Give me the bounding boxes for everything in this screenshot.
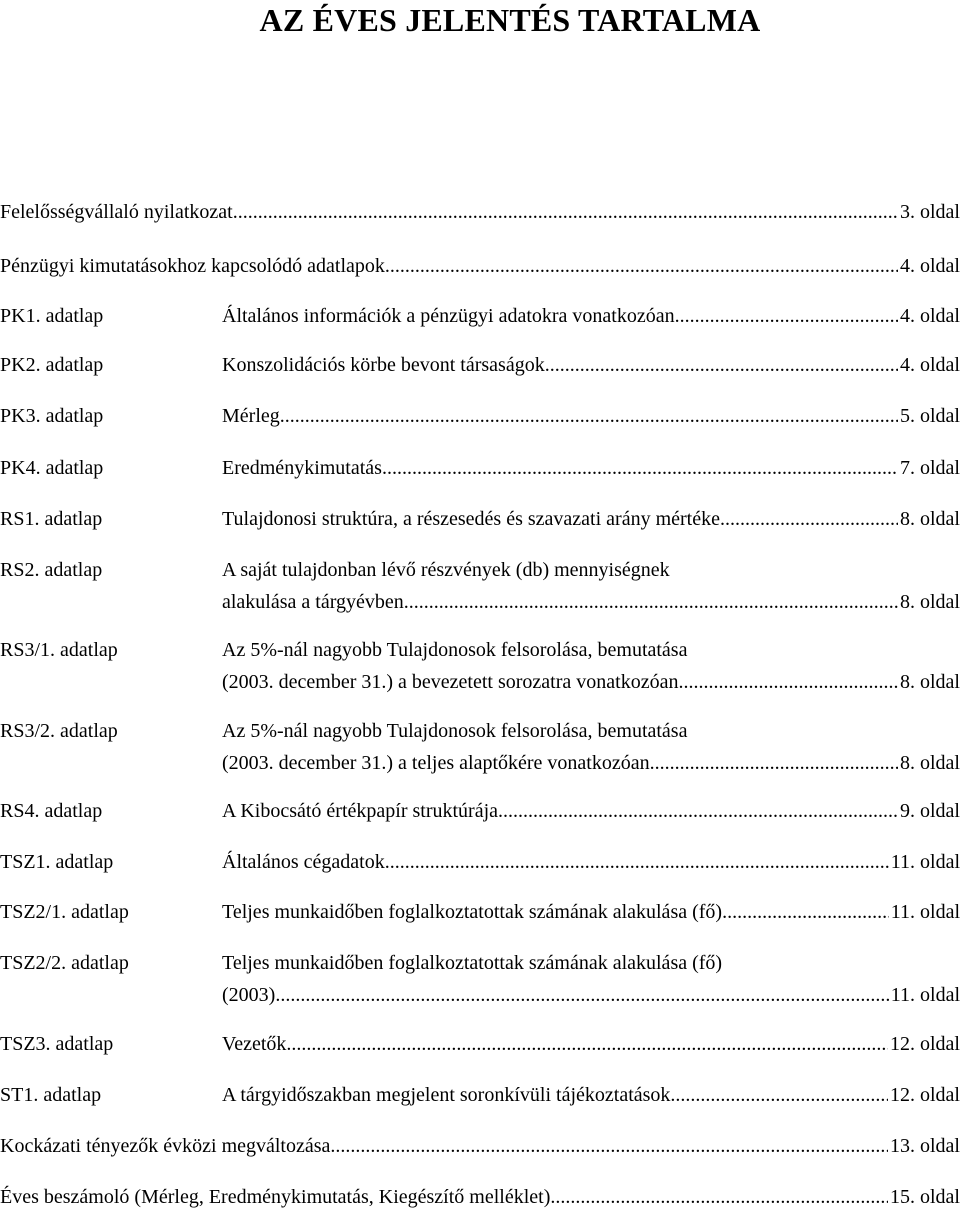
toc-entry-text bbox=[222, 1083, 960, 1115]
toc-entry-text bbox=[222, 353, 960, 385]
toc-entry-label: Az 5%-nál nagyobb Tulajdonosok felsorolása, bemutatása bbox=[222, 720, 688, 742]
page-number: 15. oldal bbox=[890, 1186, 960, 1208]
dot-leader bbox=[275, 983, 888, 1007]
toc-entry-label: A tárgyidőszakban megjelent soronkívüli tájékoztatások bbox=[222, 1084, 671, 1106]
page-number: 13. oldal bbox=[890, 1135, 960, 1157]
dot-leader bbox=[382, 456, 898, 480]
toc-entry-line bbox=[222, 507, 960, 539]
toc-entry-line bbox=[222, 850, 960, 882]
toc-entry-label: Teljes munkaidőben foglalkoztatottak számának alakulása (fő) bbox=[222, 952, 723, 974]
dot-leader bbox=[675, 304, 898, 328]
toc-entry-line bbox=[222, 670, 960, 702]
toc-entry-label: (2003. december 31.) a teljes alaptőkére vonatkozóan bbox=[222, 752, 650, 774]
toc-entry-text bbox=[222, 850, 960, 882]
toc-entry-line bbox=[222, 900, 960, 932]
toc-entry-code: RS3/1. adatlap bbox=[0, 639, 118, 661]
page-number: 4. oldal bbox=[900, 255, 960, 277]
page-number: 12. oldal bbox=[890, 1084, 960, 1106]
toc-entry-line bbox=[222, 304, 960, 336]
toc-entry-text bbox=[222, 404, 960, 436]
page-number: 9. oldal bbox=[900, 800, 960, 822]
toc-entry-code: RS3/2. adatlap bbox=[0, 720, 118, 742]
dot-leader bbox=[498, 799, 898, 823]
toc-entry-label: Kockázati tényezők évközi megváltozása bbox=[0, 1135, 331, 1157]
toc-entry-line bbox=[222, 751, 960, 783]
toc-entry-code: RS2. adatlap bbox=[0, 559, 103, 581]
page-title: AZ ÉVES JELENTÉS TARTALMA bbox=[259, 2, 761, 38]
page-number: 5. oldal bbox=[900, 405, 960, 427]
toc-entry-text bbox=[222, 951, 960, 1015]
toc-entry-line bbox=[222, 951, 960, 983]
toc-entry-text bbox=[222, 558, 960, 622]
dot-leader bbox=[722, 900, 889, 924]
toc-entry-code: TSZ1. adatlap bbox=[0, 851, 114, 873]
toc-entry-code: TSZ3. adatlap bbox=[0, 1033, 114, 1055]
page-number: 8. oldal bbox=[900, 591, 960, 613]
toc-entry-line bbox=[222, 353, 960, 385]
toc-entry-code: PK4. adatlap bbox=[0, 457, 104, 479]
toc-entry-label: Tulajdonosi struktúra, a részesedés és szavazati arány mértéke bbox=[222, 508, 720, 530]
toc-entry-line bbox=[222, 1032, 960, 1064]
toc-entry-code: RS1. adatlap bbox=[0, 508, 103, 530]
toc-entry-code: RS4. adatlap bbox=[0, 800, 103, 822]
page-number: 11. oldal bbox=[890, 851, 960, 873]
dot-leader bbox=[233, 200, 898, 224]
toc-entry-label: Konszolidációs körbe bevont társaságok bbox=[222, 354, 545, 376]
toc-entry-text bbox=[222, 456, 960, 488]
page-number: 4. oldal bbox=[900, 354, 960, 376]
dot-leader bbox=[650, 751, 898, 775]
toc-entry-label: A Kibocsátó értékpapír struktúrája bbox=[222, 800, 499, 822]
dot-leader bbox=[550, 1185, 888, 1209]
toc-entry-line bbox=[222, 983, 960, 1015]
toc-entry-label: Felelősségvállaló nyilatkozat bbox=[0, 201, 233, 223]
toc-entry-code: PK1. adatlap bbox=[0, 305, 104, 327]
toc-entry-label: Általános információk a pénzügyi adatokra vonatkozóan bbox=[222, 305, 675, 327]
toc-entry-label: Általános cégadatok bbox=[222, 851, 385, 873]
page-number: 4. oldal bbox=[900, 305, 960, 327]
toc-entry-label: Vezetők bbox=[222, 1033, 287, 1055]
toc-entry-line bbox=[222, 799, 960, 831]
toc-entry-line bbox=[222, 719, 960, 751]
toc-entry-text bbox=[222, 1032, 960, 1064]
page-number: 8. oldal bbox=[900, 752, 960, 774]
toc-entry-code: TSZ2/1. adatlap bbox=[0, 901, 129, 923]
toc-entry-line bbox=[222, 638, 960, 670]
toc-entry-text bbox=[222, 900, 960, 932]
toc-entry-code: PK2. adatlap bbox=[0, 354, 104, 376]
toc-entry-text bbox=[0, 254, 960, 286]
toc-entry-line bbox=[0, 254, 960, 286]
toc-entry-code: PK3. adatlap bbox=[0, 405, 104, 427]
toc-entry-code: ST1. adatlap bbox=[0, 1084, 102, 1106]
toc-entry-code: TSZ2/2. adatlap bbox=[0, 952, 129, 974]
dot-leader bbox=[678, 670, 898, 694]
toc-entry-label: (2003) bbox=[222, 984, 276, 1006]
dot-leader bbox=[330, 1134, 888, 1158]
toc-entry-text bbox=[0, 1134, 960, 1166]
page-number: 7. oldal bbox=[900, 457, 960, 479]
toc-entry-text bbox=[222, 304, 960, 336]
toc-entry-label: Pénzügyi kimutatásokhoz kapcsolódó adatlapok bbox=[0, 255, 385, 277]
toc-entry-label: Éves beszámoló (Mérleg, Eredménykimutatás, Kiegészítő melléklet) bbox=[0, 1186, 551, 1208]
toc-entry-label: Teljes munkaidőben foglalkoztatottak számának alakulása (fő) bbox=[222, 901, 723, 923]
toc-entry-text bbox=[222, 638, 960, 702]
page-number: 8. oldal bbox=[900, 508, 960, 530]
toc-entry-line bbox=[222, 558, 960, 590]
dot-leader bbox=[545, 353, 898, 377]
page-number: 12. oldal bbox=[890, 1033, 960, 1055]
toc-entry-line bbox=[222, 404, 960, 436]
toc-entry-line bbox=[0, 1185, 960, 1217]
toc-entry-line bbox=[222, 456, 960, 488]
toc-entry-label: Mérleg bbox=[222, 405, 280, 427]
dot-leader bbox=[385, 254, 898, 278]
toc-entry-line bbox=[0, 200, 960, 232]
toc-entry-text bbox=[222, 799, 960, 831]
toc-entry-line bbox=[0, 1134, 960, 1166]
dot-leader bbox=[286, 1032, 888, 1056]
page-number: 8. oldal bbox=[900, 671, 960, 693]
page-number: 3. oldal bbox=[900, 201, 960, 223]
dot-leader bbox=[670, 1083, 888, 1107]
toc-entry-label: alakulása a tárgyévben bbox=[222, 591, 404, 613]
toc-entry-text bbox=[0, 200, 960, 232]
toc-entry-text bbox=[222, 507, 960, 539]
toc-entry-label: Az 5%-nál nagyobb Tulajdonosok felsorolása, bemutatása bbox=[222, 639, 688, 661]
page-number: 11. oldal bbox=[890, 984, 960, 1006]
toc-entry-label: (2003. december 31.) a bevezetett sorozatra vonatkozóan bbox=[222, 671, 679, 693]
dot-leader bbox=[404, 590, 898, 614]
dot-leader bbox=[720, 507, 898, 531]
toc-entry-label: Eredménykimutatás bbox=[222, 457, 382, 479]
toc-entry-label: A saját tulajdonban lévő részvények (db) mennyiségnek bbox=[222, 559, 670, 581]
dot-leader bbox=[385, 850, 889, 874]
dot-leader bbox=[280, 404, 898, 428]
toc-entry-text bbox=[0, 1185, 960, 1217]
toc-entry-line bbox=[222, 590, 960, 622]
page-number: 11. oldal bbox=[890, 901, 960, 923]
toc-entry-text bbox=[222, 719, 960, 783]
toc-entry-line bbox=[222, 1083, 960, 1115]
